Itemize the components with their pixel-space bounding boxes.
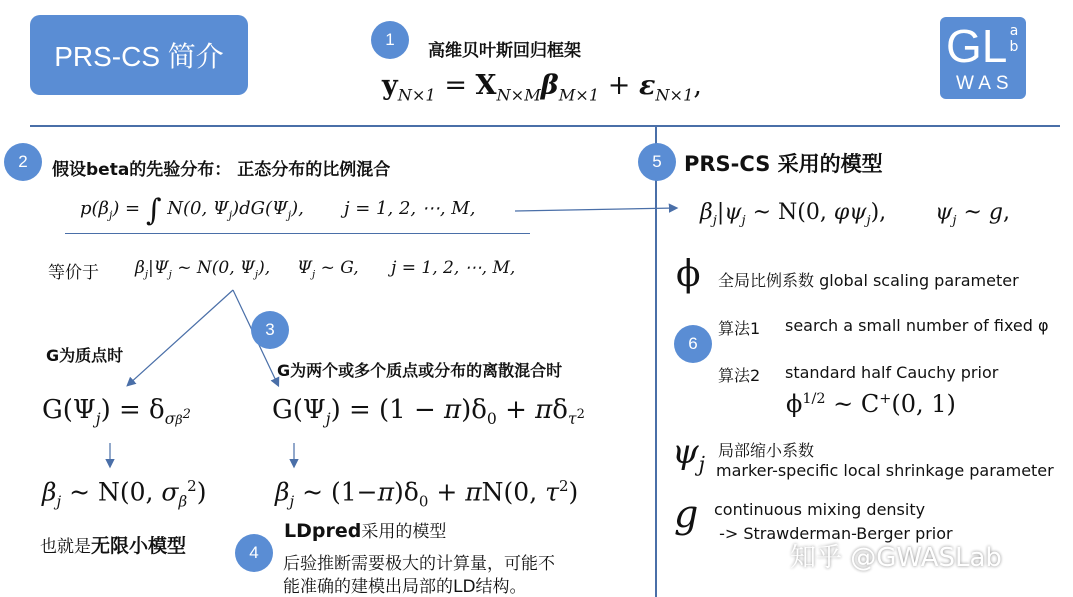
step-5-badge: 5 bbox=[638, 143, 676, 181]
prior-formula: $p(\beta_j)$ = ∫ N(0, $\Psi_j)dG(\Psi_j)$, j = 1, 2, ⋯, M, bbox=[80, 193, 476, 228]
step-3-badge: 3 bbox=[251, 311, 289, 349]
step-1-badge: 1 bbox=[371, 21, 409, 59]
psi-description-en: marker-specific local shrinkage parameter bbox=[716, 461, 1054, 480]
g-symbol: g bbox=[674, 492, 699, 536]
regression-formula: $y_{N\times 1} = X_{N\times M}\beta_{M\times 1} + \varepsilon_{N\times 1}$, bbox=[382, 70, 703, 105]
phi-description: 全局比例系数 global scaling parameter bbox=[718, 271, 1019, 290]
infinitesimal-note bbox=[40, 531, 186, 558]
ldpred-note bbox=[284, 517, 446, 542]
algo1-label: 算法1 bbox=[718, 319, 761, 338]
step-5-title: PRS-CS 采用的模型 bbox=[684, 152, 883, 176]
cauchy-formula: $\phi^{1/2}$ ~ C+(0, 1) bbox=[786, 390, 956, 418]
branch1-formula: $G(\Psi_j) = \delta_{\sigma\beta^2}$ bbox=[42, 395, 191, 429]
equiv-label: 等价于 bbox=[48, 263, 99, 283]
step-4-line2: 能准确的建模出局部的LD结构。 bbox=[283, 577, 527, 597]
watermark: 知乎 @GWASLab bbox=[790, 543, 1002, 573]
arrow-to-model bbox=[515, 208, 676, 211]
logo-letters: GL bbox=[946, 20, 1008, 72]
psi-symbol: $\psi_j$ bbox=[672, 432, 705, 476]
psi-description-cn: 局部缩小系数 bbox=[718, 441, 815, 460]
step-4-line1: 后验推断需要极大的计算量，可能不 bbox=[283, 554, 555, 574]
equiv-formula: $\beta_j|\Psi_j$ ~ N(0, $\Psi_j$), $\Psi_j$ ~ G, j = 1, 2, ⋯, M, bbox=[135, 258, 516, 281]
page-title: PRS-CS 简介 bbox=[30, 15, 248, 95]
logo-bottom: WAS bbox=[956, 73, 1014, 94]
arrow-to-branch1 bbox=[128, 290, 233, 385]
step-6-badge: 6 bbox=[674, 325, 712, 363]
g-description-1: continuous mixing density bbox=[714, 500, 926, 519]
step-4-badge: 4 bbox=[235, 534, 273, 572]
branch1-beta: $\beta_j$ ~ N(0, $\sigma_\beta^2$) bbox=[42, 477, 207, 511]
algo2-label: 算法2 bbox=[718, 366, 761, 385]
algo2-description: standard half Cauchy prior bbox=[785, 363, 999, 382]
logo-ab: a b bbox=[1009, 23, 1019, 55]
step-1-title: 高维贝叶斯回归框架 bbox=[428, 41, 581, 61]
ldpred-bold: LDpred bbox=[284, 520, 362, 542]
infinitesimal-bold: 无限小模型 bbox=[91, 535, 187, 557]
phi-symbol: ϕ bbox=[676, 254, 701, 295]
branch2-beta: $\beta_j$ ~ $(1-\pi)\delta_0 + \pi N(0$, $\tau^2$) bbox=[275, 477, 579, 511]
step-2-title: 假设beta的先验分布： 正态分布的比例混合 bbox=[52, 160, 391, 180]
step-2-badge: 2 bbox=[4, 143, 42, 181]
algo1-description: search a small number of fixed φ bbox=[785, 316, 1049, 335]
ldpred-rest: 采用的模型 bbox=[361, 522, 447, 542]
g-description-2: -> Strawderman-Berger prior bbox=[714, 524, 953, 543]
branch1-label: G为质点时 bbox=[46, 346, 124, 365]
branch2-formula: $G(\Psi_j) = (1 - \pi)\delta_0 + \pi\delta_{\tau^2}$ bbox=[272, 395, 585, 429]
infinitesimal-prefix: 也就是 bbox=[40, 537, 91, 557]
branch2-label: G为两个或多个质点或分布的离散混合时 bbox=[277, 361, 563, 380]
model-formula: $\beta_j|\psi_j$ ~ N(0, $\varphi\psi_j$), $\psi_j$ ~ g, bbox=[700, 200, 1010, 229]
